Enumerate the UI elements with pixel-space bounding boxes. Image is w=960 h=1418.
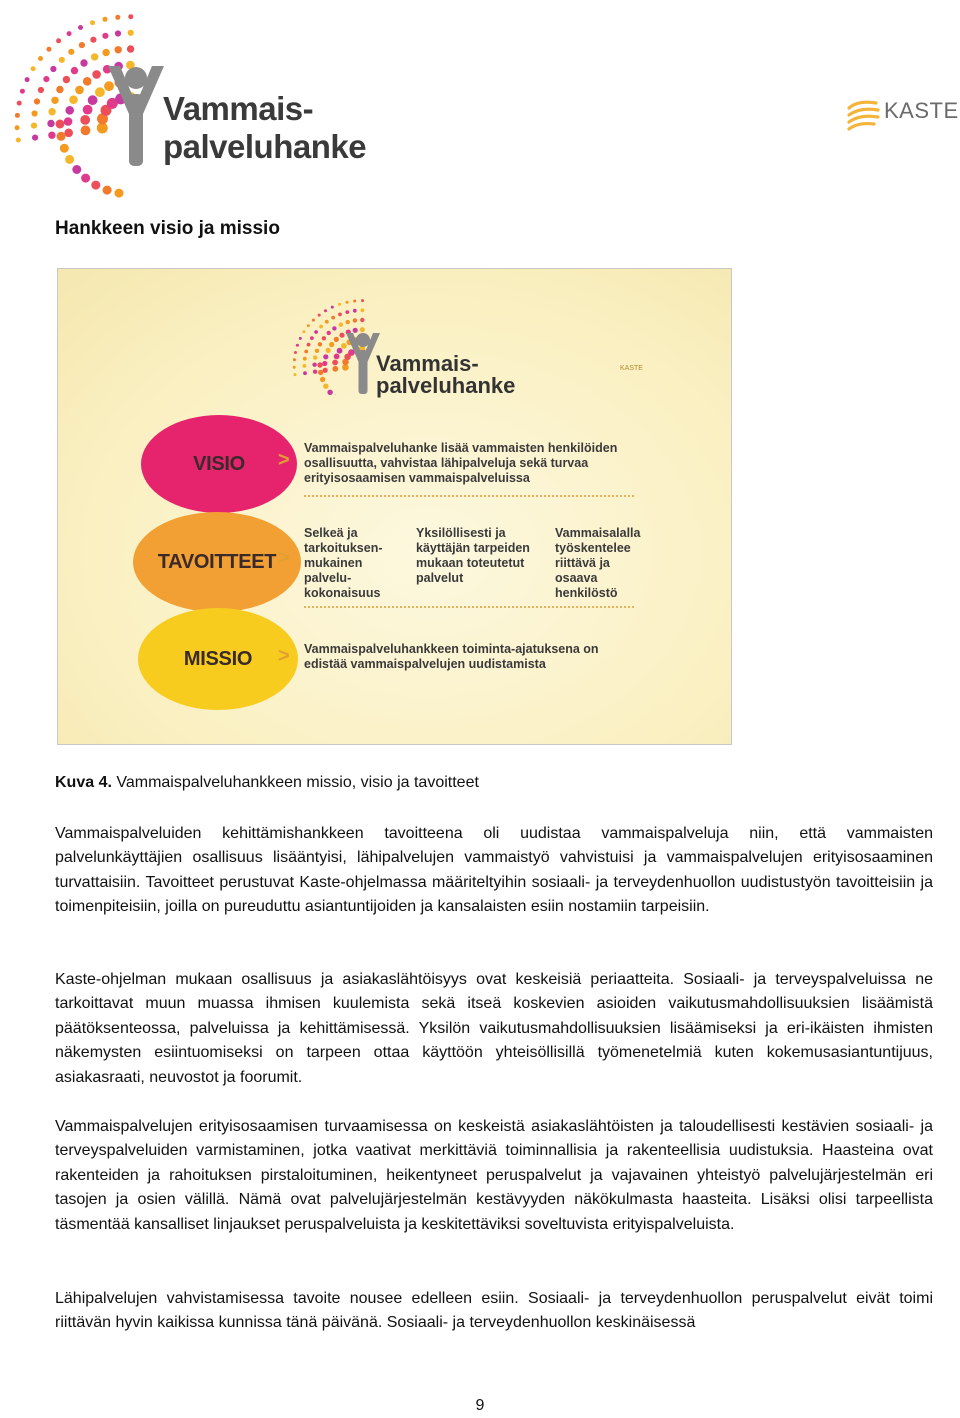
logo-line-2: palveluhanke bbox=[163, 128, 367, 165]
figure-logo-line-2: palveluhanke bbox=[376, 373, 516, 398]
caption-label: Kuva 4. bbox=[55, 774, 112, 791]
page-number: 9 bbox=[475, 1397, 485, 1414]
figure-caption bbox=[55, 774, 479, 792]
visio-chevron-icon: > bbox=[278, 449, 290, 471]
kaste-waves-icon bbox=[846, 98, 882, 134]
logo-dots-figure-icon bbox=[8, 4, 168, 200]
kaste-logo bbox=[846, 96, 958, 136]
tavoitteet-col-2: Yksilöllisesti ja käyttäjän tarpeiden mukaan toteutetut palvelut bbox=[416, 526, 530, 585]
tavoitteet-col-3: Vammaisalalla työskentelee riittävä ja osaava henkilöstö bbox=[555, 526, 641, 600]
figure-kaste-mark: KASTE bbox=[620, 365, 643, 372]
figure-logo-line-1: Vammais- bbox=[376, 351, 479, 376]
divider-line bbox=[304, 495, 634, 497]
vision-mission-figure bbox=[57, 268, 732, 745]
logo-line-1: Vammais- bbox=[163, 90, 314, 127]
vammaispalveluhanke-logo bbox=[8, 4, 408, 200]
paragraph-4: Lähipalvelujen vahvistamisessa tavoite nousee edelleen esiin. Sosiaali- ja terveydenhuollon peruspalvelut eivät toimi riittävän hyvin kaikissa kunnissa tänä päivänä. Sosiaali- ja terveydenhuollon keskinäisessä bbox=[55, 1290, 933, 1332]
kaste-logo-text: KASTE bbox=[884, 98, 959, 123]
section-heading: Hankkeen visio ja missio bbox=[55, 218, 280, 239]
visio-label: VISIO bbox=[193, 452, 245, 475]
tavoitteet-label: TAVOITTEET bbox=[157, 550, 277, 573]
paragraph-2: Kaste-ohjelman mukaan osallisuus ja asiakaslähtöisyys ovat keskeisiä periaatteita. Sosiaali- ja terveyspalveluissa ne tarkoittavat muun muassa ihmisen kuulemista sekä itseä koskevien asioiden vaikutusmahdollisuuksien lisäämistä päätöksenteossa, palveluissa ja kehittämisessä. Yksilön vaikutusmahdollisuuksien lisäämiseksi ja eri-ikäisten ihmisten näkemysten esiintuomiseksi on tarpeen ottaa käyttöön yhteisöllisillä työmenetelmiä kuten kokemusasiantuntijuus, asiakasraati, neuvostot ja foorumit. bbox=[55, 971, 933, 1086]
divider-line bbox=[304, 606, 634, 608]
missio-chevron-icon: > bbox=[278, 645, 290, 667]
visio-text: Vammaispalveluhanke lisää vammaisten henkilöiden osallisuutta, vahvistaa lähipalveluja sekä turvaa erityisosaamisen vammaispalveluissa bbox=[304, 441, 618, 485]
visio-oval bbox=[141, 415, 297, 513]
tavoitteet-oval bbox=[133, 512, 301, 612]
tavoitteet-chevron-icon: > bbox=[278, 547, 290, 569]
caption-text: Vammaispalveluhankkeen missio, visio ja tavoitteet bbox=[111, 774, 479, 791]
missio-text: Vammaispalveluhankkeen toiminta-ajatuksena on edistää vammaispalvelujen uudistamista bbox=[304, 642, 599, 671]
paragraph-3: Vammaispalvelujen erityisosaamisen turvaamisessa on keskeistä asiakaslähtöisten ja taloudellisesti kestävien sosiaali- ja terveyspalveluiden varmistaminen, jotka vaativat merkittäviä toiminnallisia ja rakenteellisia uudistuksia. Haasteina ovat rakenteiden ja rahoituksen pirstaloituminen, heikentyneet peruspalvelut ja vajavainen yhteistyö palvelujärjestelmän eri tasojen ja osien välillä. Nämä ovat palvelujärjestelmän kestävyyden näkökulmasta haasteita. Lisäksi olisi tarpeellista täsmentää kansalliset linjaukset peruspalveluista ja keskitettäviksi soveltuvista erityispalveluista. bbox=[55, 1118, 933, 1233]
missio-oval bbox=[138, 608, 298, 710]
missio-label: MISSIO bbox=[183, 647, 253, 670]
figure-logo-icon bbox=[280, 295, 380, 395]
tavoitteet-col-1: Selkeä ja tarkoituksen-mukainen palvelu-kokonaisuus bbox=[304, 526, 383, 600]
paragraph-1: Vammaispalveluiden kehittämishankkeen tavoitteena oli uudistaa vammaispalveluja niin, että vammaisten palvelunkäyttäjien osallisuus lisääntyisi, lähipalvelujen vammaistyö vahvistuisi ja vammaispalvelujen erityisosaaminen turvattaisiin. Tavoitteet perustuvat Kaste-ohjelmassa määriteltyihin sosiaali- ja terveydenhuollon uudistustyön tavoitteisiin ja toimenpiteisiin, joilla on pureuduttu asiantuntijoiden ja kansalaisten esiin nostamiin tarpeisiin. bbox=[55, 825, 933, 916]
